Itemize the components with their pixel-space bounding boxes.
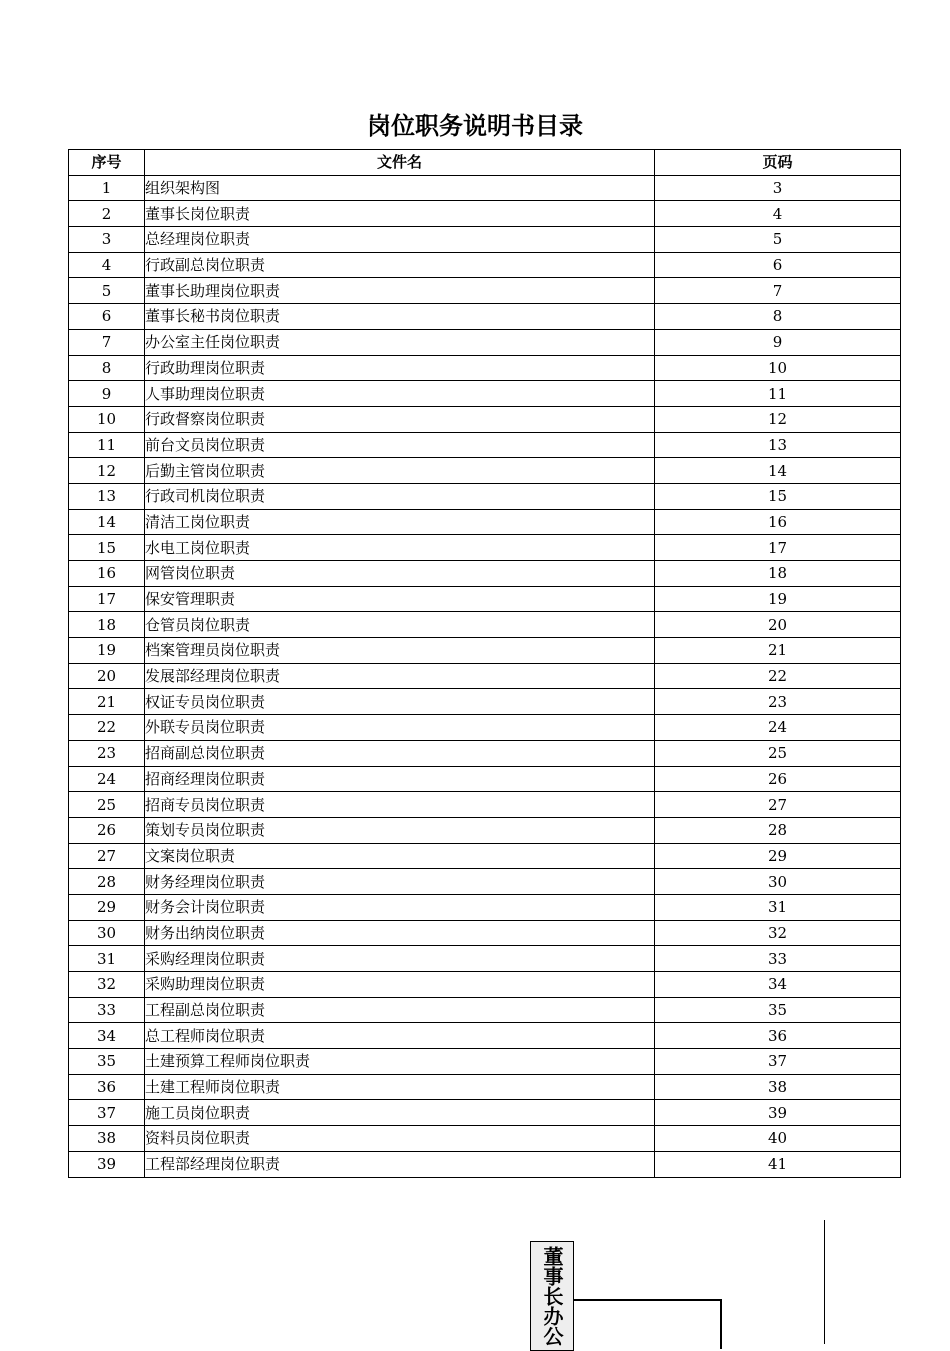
row-number: 11 <box>69 432 145 458</box>
row-filename: 总工程师岗位职责 <box>145 1023 655 1049</box>
row-page: 40 <box>655 1126 901 1152</box>
table-row <box>69 1049 901 1075</box>
table-row <box>69 483 901 509</box>
row-page: 22 <box>655 663 901 689</box>
row-page: 15 <box>655 483 901 509</box>
row-number: 26 <box>69 817 145 843</box>
row-number: 13 <box>69 483 145 509</box>
column-header-page: 页码 <box>655 150 901 176</box>
document-title: 岗位职务说明书目录 <box>367 112 583 140</box>
table-row <box>69 715 901 741</box>
row-filename: 财务会计岗位职责 <box>145 894 655 920</box>
row-filename: 土建预算工程师岗位职责 <box>145 1049 655 1075</box>
row-page: 33 <box>655 946 901 972</box>
row-page: 12 <box>655 406 901 432</box>
row-filename: 发展部经理岗位职责 <box>145 663 655 689</box>
row-page: 5 <box>655 227 901 253</box>
row-number: 25 <box>69 792 145 818</box>
row-filename: 档案管理员岗位职责 <box>145 638 655 664</box>
table-row <box>69 817 901 843</box>
row-number: 6 <box>69 304 145 330</box>
row-page: 17 <box>655 535 901 561</box>
row-number: 27 <box>69 843 145 869</box>
table-row <box>69 381 901 407</box>
row-page: 36 <box>655 1023 901 1049</box>
column-header-filename: 文件名 <box>145 150 655 176</box>
table-row <box>69 946 901 972</box>
row-filename: 董事长助理岗位职责 <box>145 278 655 304</box>
row-page: 39 <box>655 1100 901 1126</box>
row-number: 24 <box>69 766 145 792</box>
row-number: 19 <box>69 638 145 664</box>
table-row <box>69 972 901 998</box>
row-filename: 行政副总岗位职责 <box>145 252 655 278</box>
row-number: 35 <box>69 1049 145 1075</box>
row-page: 9 <box>655 329 901 355</box>
row-number: 39 <box>69 1151 145 1177</box>
row-filename: 策划专员岗位职责 <box>145 817 655 843</box>
row-page: 23 <box>655 689 901 715</box>
row-number: 17 <box>69 586 145 612</box>
row-page: 24 <box>655 715 901 741</box>
row-filename: 行政督察岗位职责 <box>145 406 655 432</box>
row-number: 33 <box>69 997 145 1023</box>
row-number: 9 <box>69 381 145 407</box>
row-filename: 组织架构图 <box>145 175 655 201</box>
row-number: 5 <box>69 278 145 304</box>
row-number: 21 <box>69 689 145 715</box>
row-filename: 工程部经理岗位职责 <box>145 1151 655 1177</box>
row-filename: 资料员岗位职责 <box>145 1126 655 1152</box>
org-chart-connector-vertical <box>720 1299 722 1349</box>
org-chart-box-label: 董事长办公 <box>540 1246 564 1346</box>
row-page: 3 <box>655 175 901 201</box>
row-number: 32 <box>69 972 145 998</box>
row-number: 37 <box>69 1100 145 1126</box>
row-number: 20 <box>69 663 145 689</box>
row-number: 31 <box>69 946 145 972</box>
toc-table <box>68 149 901 1178</box>
row-page: 11 <box>655 381 901 407</box>
row-page: 37 <box>655 1049 901 1075</box>
row-page: 14 <box>655 458 901 484</box>
row-page: 25 <box>655 740 901 766</box>
table-row <box>69 355 901 381</box>
row-number: 1 <box>69 175 145 201</box>
row-page: 10 <box>655 355 901 381</box>
table-row <box>69 175 901 201</box>
table-row <box>69 740 901 766</box>
row-page: 26 <box>655 766 901 792</box>
row-page: 6 <box>655 252 901 278</box>
row-filename: 仓管员岗位职责 <box>145 612 655 638</box>
row-page: 38 <box>655 1074 901 1100</box>
org-chart-border-line <box>824 1220 825 1344</box>
row-filename: 招商专员岗位职责 <box>145 792 655 818</box>
row-page: 31 <box>655 894 901 920</box>
row-page: 8 <box>655 304 901 330</box>
row-filename: 保安管理职责 <box>145 586 655 612</box>
table-row <box>69 458 901 484</box>
row-page: 32 <box>655 920 901 946</box>
row-page: 4 <box>655 201 901 227</box>
row-page: 41 <box>655 1151 901 1177</box>
row-filename: 清洁工岗位职责 <box>145 509 655 535</box>
row-page: 20 <box>655 612 901 638</box>
table-row <box>69 329 901 355</box>
table-row <box>69 766 901 792</box>
row-number: 36 <box>69 1074 145 1100</box>
column-header-number: 序号 <box>69 150 145 176</box>
row-filename: 权证专员岗位职责 <box>145 689 655 715</box>
table-row <box>69 1100 901 1126</box>
table-row <box>69 843 901 869</box>
row-filename: 施工员岗位职责 <box>145 1100 655 1126</box>
table-row <box>69 1074 901 1100</box>
row-filename: 招商副总岗位职责 <box>145 740 655 766</box>
row-number: 16 <box>69 561 145 587</box>
row-filename: 网管岗位职责 <box>145 561 655 587</box>
table-row <box>69 638 901 664</box>
table-row <box>69 252 901 278</box>
row-number: 29 <box>69 894 145 920</box>
row-page: 13 <box>655 432 901 458</box>
row-number: 3 <box>69 227 145 253</box>
row-number: 23 <box>69 740 145 766</box>
table-row <box>69 201 901 227</box>
row-filename: 董事长岗位职责 <box>145 201 655 227</box>
row-filename: 办公室主任岗位职责 <box>145 329 655 355</box>
row-filename: 总经理岗位职责 <box>145 227 655 253</box>
org-chart-box <box>530 1241 574 1351</box>
row-number: 34 <box>69 1023 145 1049</box>
row-page: 19 <box>655 586 901 612</box>
row-page: 16 <box>655 509 901 535</box>
row-filename: 董事长秘书岗位职责 <box>145 304 655 330</box>
table-row <box>69 792 901 818</box>
toc-body <box>69 175 901 1177</box>
table-row <box>69 432 901 458</box>
org-chart-connector-horizontal <box>574 1299 721 1301</box>
row-number: 12 <box>69 458 145 484</box>
row-number: 14 <box>69 509 145 535</box>
table-row <box>69 278 901 304</box>
table-header-row <box>69 150 901 176</box>
row-page: 28 <box>655 817 901 843</box>
table-row <box>69 920 901 946</box>
table-row <box>69 586 901 612</box>
row-filename: 后勤主管岗位职责 <box>145 458 655 484</box>
row-number: 18 <box>69 612 145 638</box>
row-page: 29 <box>655 843 901 869</box>
row-filename: 行政司机岗位职责 <box>145 483 655 509</box>
row-number: 38 <box>69 1126 145 1152</box>
row-number: 7 <box>69 329 145 355</box>
table-row <box>69 509 901 535</box>
row-page: 34 <box>655 972 901 998</box>
table-row <box>69 894 901 920</box>
row-filename: 文案岗位职责 <box>145 843 655 869</box>
row-filename: 前台文员岗位职责 <box>145 432 655 458</box>
row-filename: 工程副总岗位职责 <box>145 997 655 1023</box>
row-filename: 外联专员岗位职责 <box>145 715 655 741</box>
table-row <box>69 1126 901 1152</box>
row-number: 4 <box>69 252 145 278</box>
table-row <box>69 1023 901 1049</box>
row-page: 21 <box>655 638 901 664</box>
table-row <box>69 1151 901 1177</box>
row-filename: 人事助理岗位职责 <box>145 381 655 407</box>
row-filename: 财务出纳岗位职责 <box>145 920 655 946</box>
row-filename: 水电工岗位职责 <box>145 535 655 561</box>
row-number: 15 <box>69 535 145 561</box>
row-page: 30 <box>655 869 901 895</box>
row-filename: 采购经理岗位职责 <box>145 946 655 972</box>
row-filename: 采购助理岗位职责 <box>145 972 655 998</box>
table-row <box>69 561 901 587</box>
row-page: 27 <box>655 792 901 818</box>
row-page: 18 <box>655 561 901 587</box>
row-number: 22 <box>69 715 145 741</box>
table-row <box>69 612 901 638</box>
table-row <box>69 869 901 895</box>
row-filename: 土建工程师岗位职责 <box>145 1074 655 1100</box>
row-number: 2 <box>69 201 145 227</box>
row-number: 28 <box>69 869 145 895</box>
row-filename: 行政助理岗位职责 <box>145 355 655 381</box>
row-number: 10 <box>69 406 145 432</box>
row-filename: 招商经理岗位职责 <box>145 766 655 792</box>
row-page: 35 <box>655 997 901 1023</box>
table-row <box>69 689 901 715</box>
table-row <box>69 227 901 253</box>
row-number: 8 <box>69 355 145 381</box>
table-row <box>69 406 901 432</box>
table-row <box>69 997 901 1023</box>
table-row <box>69 304 901 330</box>
row-filename: 财务经理岗位职责 <box>145 869 655 895</box>
table-row <box>69 663 901 689</box>
row-page: 7 <box>655 278 901 304</box>
table-row <box>69 535 901 561</box>
row-number: 30 <box>69 920 145 946</box>
